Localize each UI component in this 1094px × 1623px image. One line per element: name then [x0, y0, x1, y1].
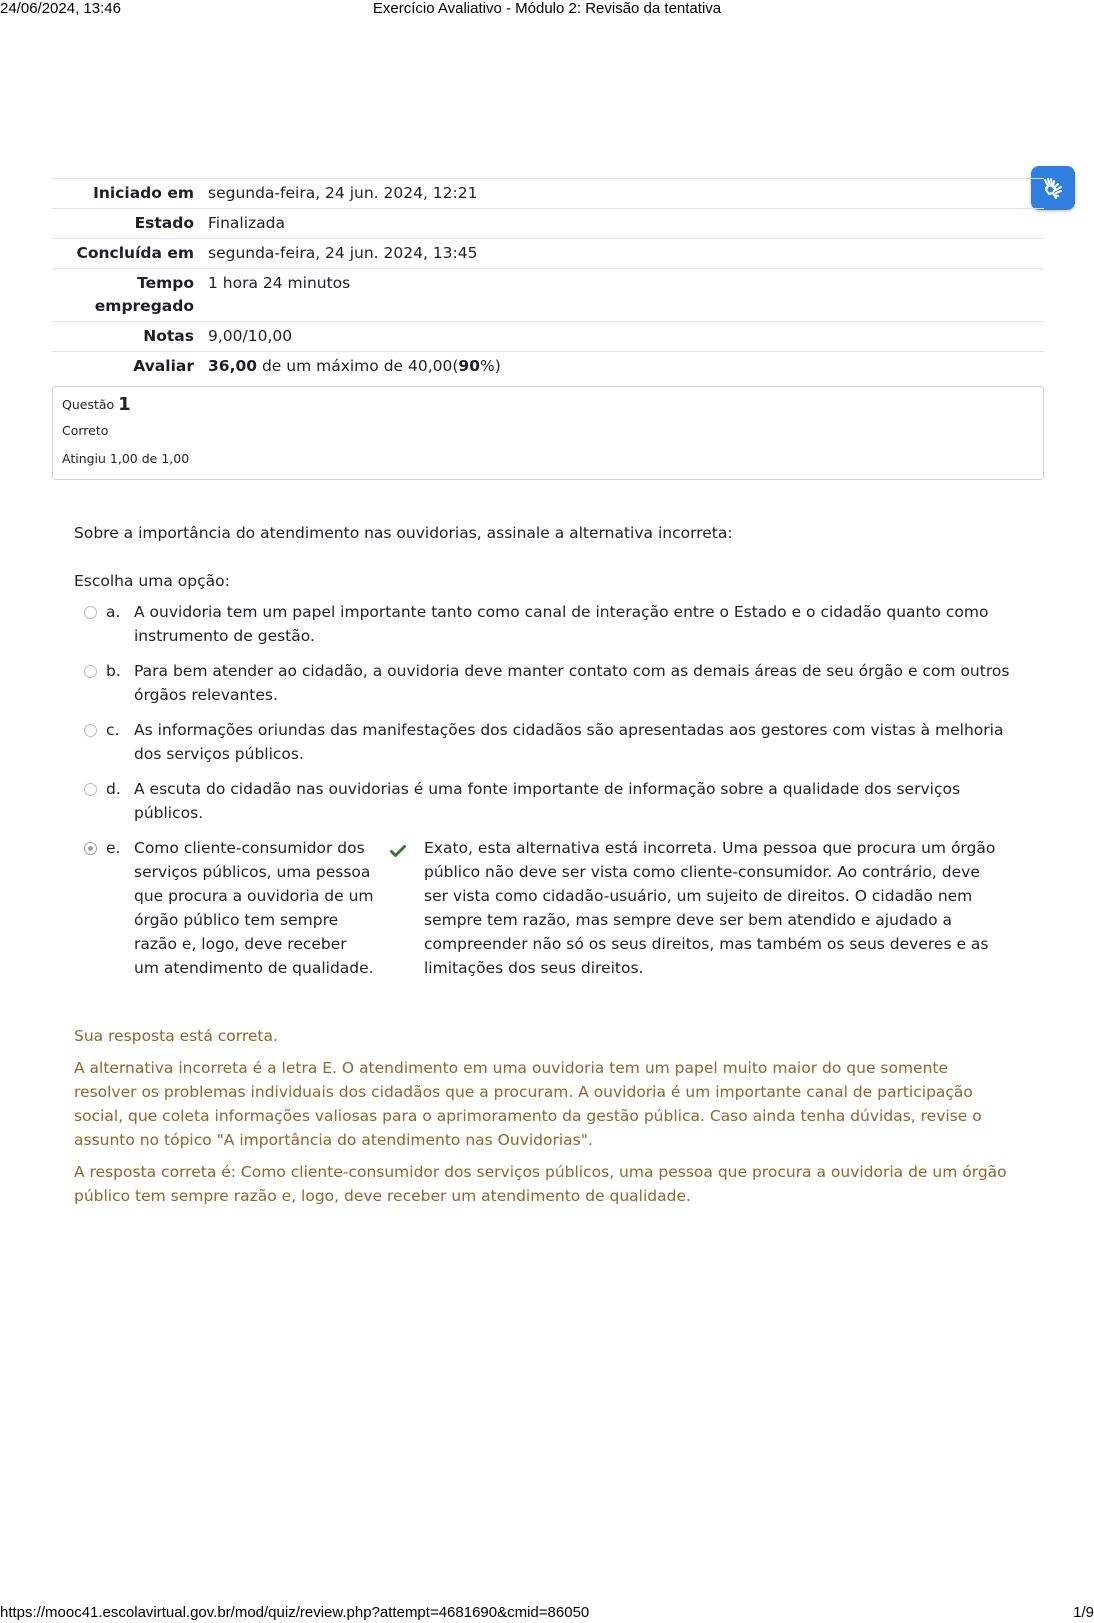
summary-row-marks	[52, 322, 1044, 352]
option-letter: e.	[106, 839, 121, 857]
radio-button[interactable]	[84, 724, 97, 737]
question-label: Questão	[62, 397, 115, 412]
summary-value	[208, 352, 1044, 382]
print-datetime: 24/06/2024, 13:46	[0, 0, 121, 17]
option-letter: a.	[106, 603, 121, 621]
summary-row-time-taken	[52, 269, 1044, 322]
grade-max: de um máximo de 40,00(	[257, 357, 459, 375]
print-footer	[0, 1603, 1094, 1623]
summary-label: Notas	[143, 327, 194, 345]
option-letter: b.	[106, 662, 121, 680]
option-letter: d.	[106, 780, 121, 798]
question-state: Correto	[62, 423, 109, 438]
option-letter: c.	[106, 721, 120, 739]
correct-check-icon	[374, 836, 424, 980]
general-feedback: A alternativa incorreta é a letra E. O atendimento em uma ouvidoria tem um papel muito maior do que somente resolver os problemas individuais dos cidadãos que a procuram. A ouvidoria é um importante canal de participação social, que coleta informações valiosas para o aprimoramento da gestão pública. Caso ainda tenha dúvidas, revise o assunto no tópico "A importância do atendimento nas Ouvidorias".	[74, 1059, 982, 1149]
radio-button[interactable]	[84, 783, 97, 796]
answer-option-c[interactable]	[82, 718, 1022, 766]
option-feedback: Exato, esta alternativa está incorreta. Uma pessoa que procura um órgão público não deve ser vista como cliente-consumidor. Ao contrário, deve ser vista como cidadão-usuário, um sujeito de direitos. O cidadão nem sempre tem razão, mas sempre deve ser bem atendido e ajudado a compreender não só os seus direitos, mas também os seus deveres e as limitações dos seus direitos.	[424, 839, 996, 977]
right-answer: A resposta correta é: Como cliente-consumidor dos serviços públicos, uma pessoa que procura a ouvidoria de um órgão público tem sempre razão e, logo, deve receber um atendimento de qualidade.	[74, 1163, 1007, 1205]
answer-options	[82, 600, 1022, 991]
correct-message: Sua resposta está correta.	[74, 1027, 278, 1045]
radio-button-selected[interactable]	[84, 842, 97, 855]
question-outcome	[74, 1024, 1014, 1216]
option-text: Como cliente-consumidor dos serviços públicos, uma pessoa que procura a ouvidoria de um órgão público tem sempre razão e, logo, deve receber um atendimento de qualidade.	[134, 839, 374, 977]
answer-option-e[interactable]	[82, 836, 1022, 980]
option-text: A escuta do cidadão nas ouvidorias é uma fonte importante de informação sobre a qualidade dos serviços públicos.	[134, 780, 961, 822]
summary-label: Estado	[134, 214, 194, 232]
print-page-number: 1/9	[1073, 1604, 1094, 1621]
attempt-summary-table	[52, 178, 1044, 381]
question-info-box	[52, 386, 1044, 480]
print-url: https://mooc41.escolavirtual.gov.br/mod/quiz/review.php?attempt=4681690&cmid=86050	[0, 1604, 590, 1621]
grade-score: 36,00	[208, 357, 258, 375]
summary-label: Avaliar	[133, 357, 194, 375]
summary-row-grade	[52, 352, 1044, 382]
summary-label: Iniciado em	[93, 184, 194, 202]
grade-percent: 90	[458, 357, 480, 375]
question-grade: Atingiu 1,00 de 1,00	[62, 451, 190, 466]
summary-row-started	[52, 179, 1044, 209]
answer-option-b[interactable]	[82, 659, 1022, 707]
summary-label: Concluída em	[76, 244, 194, 262]
option-text: Para bem atender ao cidadão, a ouvidoria deve manter contato com as demais áreas de seu órgão e com outros órgãos relevantes.	[134, 662, 1010, 704]
radio-button[interactable]	[84, 606, 97, 619]
summary-value: Finalizada	[208, 214, 286, 232]
print-page-title: Exercício Avaliativo - Módulo 2: Revisão da tentativa	[372, 0, 722, 17]
question-number-value: 1	[118, 394, 131, 415]
radio-button[interactable]	[84, 665, 97, 678]
summary-row-completed	[52, 239, 1044, 269]
summary-value: 1 hora 24 minutos	[208, 274, 351, 292]
option-text: As informações oriundas das manifestações dos cidadãos são apresentadas aos gestores com vistas à melhoria dos serviços públicos.	[134, 721, 1004, 763]
answer-option-a[interactable]	[82, 600, 1022, 648]
summary-label: Tempo empregado	[94, 274, 194, 315]
print-header	[0, 0, 1094, 20]
summary-value: segunda-feira, 24 jun. 2024, 13:45	[208, 244, 478, 262]
summary-value: segunda-feira, 24 jun. 2024, 12:21	[208, 184, 478, 202]
option-text: A ouvidoria tem um papel importante tanto como canal de interação entre o Estado e o cidadão quanto como instrumento de gestão.	[134, 603, 989, 645]
answer-option-d[interactable]	[82, 777, 1022, 825]
question-text: Sobre a importância do atendimento nas ouvidorias, assinale a alternativa incorreta:	[74, 524, 733, 542]
summary-value: 9,00/10,00	[208, 327, 293, 345]
question-number	[62, 393, 1034, 417]
answer-prompt: Escolha uma opção:	[74, 572, 230, 590]
grade-close: %)	[480, 357, 501, 375]
summary-row-state	[52, 209, 1044, 239]
